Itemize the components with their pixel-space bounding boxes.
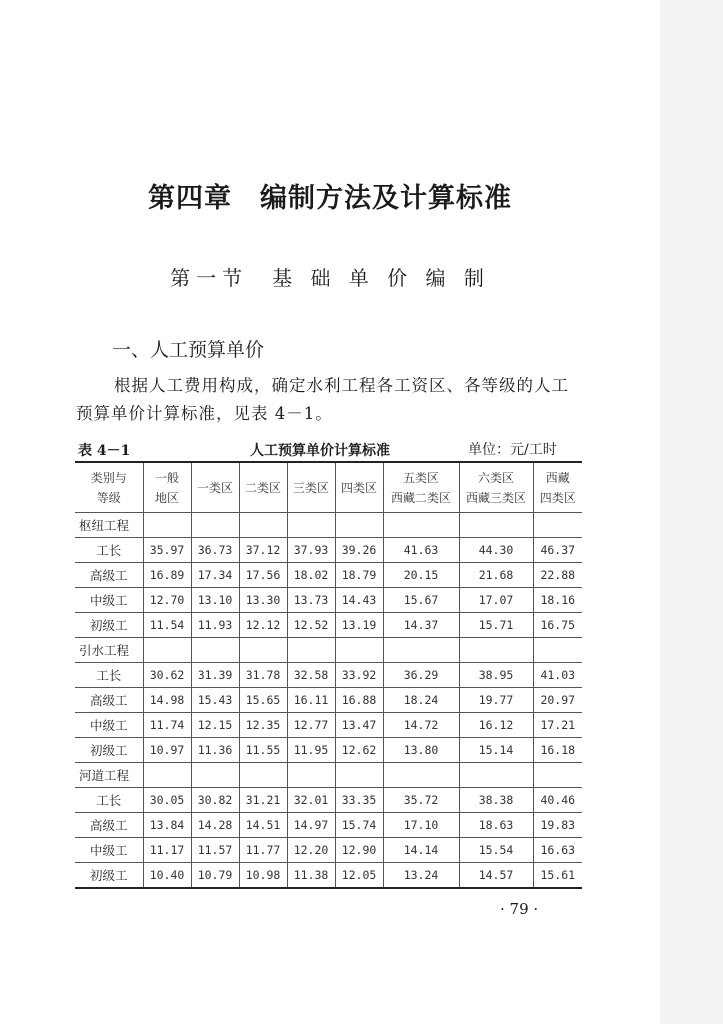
table-row xyxy=(75,788,582,813)
price-cell: 31.21 xyxy=(239,788,287,813)
price-cell: 10.40 xyxy=(143,863,191,889)
column-header-line: 类别与 xyxy=(90,470,127,485)
price-cell: 16.88 xyxy=(335,688,383,713)
price-cell: 18.02 xyxy=(287,563,335,588)
price-cell: 32.58 xyxy=(287,663,335,688)
price-cell: 12.62 xyxy=(335,738,383,763)
price-cell: 22.88 xyxy=(533,563,582,588)
price-cell: 13.10 xyxy=(191,588,239,613)
empty-cell xyxy=(287,763,335,788)
column-header-line: 一般 xyxy=(154,470,179,485)
price-cell: 11.38 xyxy=(287,863,335,889)
grade-label: 工长 xyxy=(75,788,143,813)
group-row xyxy=(75,763,582,788)
price-cell: 44.30 xyxy=(459,538,533,563)
price-cell: 16.11 xyxy=(287,688,335,713)
column-header-line: 西藏 xyxy=(545,470,570,485)
column-header-line: 西藏三类区 xyxy=(465,490,526,505)
table-row xyxy=(75,663,582,688)
price-cell: 14.97 xyxy=(287,813,335,838)
group-row xyxy=(75,513,582,538)
grade-label: 工长 xyxy=(75,663,143,688)
column-header-line: 等级 xyxy=(96,490,121,505)
price-cell: 11.74 xyxy=(143,713,191,738)
price-cell: 10.97 xyxy=(143,738,191,763)
price-cell: 39.26 xyxy=(335,538,383,563)
price-cell: 15.71 xyxy=(459,613,533,638)
grade-label: 高级工 xyxy=(75,813,143,838)
price-cell: 15.67 xyxy=(383,588,459,613)
section-number: 第一节 xyxy=(170,266,249,290)
empty-cell xyxy=(143,763,191,788)
column-header xyxy=(143,462,191,513)
group-label: 枢纽工程 xyxy=(75,513,143,538)
empty-cell xyxy=(459,513,533,538)
grade-label: 高级工 xyxy=(75,563,143,588)
table-unit: 单位：元/工时 xyxy=(468,442,557,458)
price-cell: 14.98 xyxy=(143,688,191,713)
grade-label: 中级工 xyxy=(75,588,143,613)
price-cell: 31.78 xyxy=(239,663,287,688)
table-row xyxy=(75,838,582,863)
empty-cell xyxy=(239,513,287,538)
price-cell: 14.72 xyxy=(383,713,459,738)
table-row xyxy=(75,688,582,713)
price-cell: 46.37 xyxy=(533,538,582,563)
price-cell: 12.15 xyxy=(191,713,239,738)
price-cell: 18.24 xyxy=(383,688,459,713)
column-header-line: 一类区 xyxy=(196,480,233,495)
price-cell: 20.15 xyxy=(383,563,459,588)
price-cell: 13.30 xyxy=(239,588,287,613)
empty-cell xyxy=(239,763,287,788)
price-cell: 33.35 xyxy=(335,788,383,813)
price-cell: 11.77 xyxy=(239,838,287,863)
chapter-name: 编制方法及计算标准 xyxy=(260,183,512,214)
grade-label: 初级工 xyxy=(75,738,143,763)
price-cell: 20.97 xyxy=(533,688,582,713)
column-header-line: 三类区 xyxy=(292,480,329,495)
price-cell: 12.35 xyxy=(239,713,287,738)
column-header xyxy=(191,462,239,513)
price-cell: 14.51 xyxy=(239,813,287,838)
price-cell: 18.16 xyxy=(533,588,582,613)
price-cell: 31.39 xyxy=(191,663,239,688)
price-cell: 36.73 xyxy=(191,538,239,563)
price-cell: 17.34 xyxy=(191,563,239,588)
price-cell: 17.10 xyxy=(383,813,459,838)
chapter-title xyxy=(0,176,660,215)
column-header xyxy=(75,462,143,513)
empty-cell xyxy=(143,638,191,663)
empty-cell xyxy=(383,638,459,663)
price-cell: 13.19 xyxy=(335,613,383,638)
price-cell: 17.21 xyxy=(533,713,582,738)
group-row xyxy=(75,638,582,663)
price-cell: 10.79 xyxy=(191,863,239,889)
empty-cell xyxy=(533,638,582,663)
column-header xyxy=(287,462,335,513)
price-cell: 13.24 xyxy=(383,863,459,889)
empty-cell xyxy=(459,638,533,663)
empty-cell xyxy=(191,638,239,663)
price-cell: 12.77 xyxy=(287,713,335,738)
price-cell: 13.84 xyxy=(143,813,191,838)
price-cell: 35.97 xyxy=(143,538,191,563)
table-row xyxy=(75,713,582,738)
column-header-line: 四类区 xyxy=(539,490,576,505)
empty-cell xyxy=(383,513,459,538)
column-header-line: 二类区 xyxy=(244,480,281,495)
price-cell: 21.68 xyxy=(459,563,533,588)
column-header-line: 六类区 xyxy=(477,470,514,485)
section-title xyxy=(0,262,660,291)
price-cell: 19.83 xyxy=(533,813,582,838)
price-cell: 18.63 xyxy=(459,813,533,838)
empty-cell xyxy=(533,763,582,788)
table-row xyxy=(75,563,582,588)
price-cell: 32.01 xyxy=(287,788,335,813)
price-cell: 35.72 xyxy=(383,788,459,813)
table-row xyxy=(75,863,582,889)
empty-cell xyxy=(191,763,239,788)
price-cell: 11.54 xyxy=(143,613,191,638)
price-cell: 30.05 xyxy=(143,788,191,813)
column-header xyxy=(383,462,459,513)
table-title: 人工预算单价计算标准 xyxy=(250,443,390,459)
grade-label: 高级工 xyxy=(75,688,143,713)
price-cell: 16.75 xyxy=(533,613,582,638)
price-cell: 10.98 xyxy=(239,863,287,889)
table-row xyxy=(75,738,582,763)
price-cell: 11.93 xyxy=(191,613,239,638)
price-cell: 14.43 xyxy=(335,588,383,613)
price-cell: 13.73 xyxy=(287,588,335,613)
empty-cell xyxy=(239,638,287,663)
price-cell: 13.47 xyxy=(335,713,383,738)
empty-cell xyxy=(191,513,239,538)
scan-margin xyxy=(660,0,723,1024)
table-row xyxy=(75,588,582,613)
empty-cell xyxy=(335,638,383,663)
empty-cell xyxy=(287,513,335,538)
table-header-row xyxy=(75,462,582,513)
chapter-number: 第四章 xyxy=(148,183,232,214)
column-header xyxy=(533,462,582,513)
price-cell: 12.20 xyxy=(287,838,335,863)
paragraph-line-1: 根据人工费用构成，确定水利工程各工资区、各等级的人工 xyxy=(114,376,569,395)
price-cell: 33.92 xyxy=(335,663,383,688)
column-header xyxy=(335,462,383,513)
price-cell: 15.43 xyxy=(191,688,239,713)
price-cell: 12.70 xyxy=(143,588,191,613)
empty-cell xyxy=(383,763,459,788)
price-cell: 16.63 xyxy=(533,838,582,863)
price-cell: 30.62 xyxy=(143,663,191,688)
paragraph-line-2: 预算单价计算标准，见表 4－1。 xyxy=(76,404,333,423)
grade-label: 中级工 xyxy=(75,838,143,863)
column-header-line: 地区 xyxy=(154,490,179,505)
column-header-line: 五类区 xyxy=(402,470,439,485)
price-cell: 15.14 xyxy=(459,738,533,763)
section-name: 基 础 单 价 编 制 xyxy=(272,266,490,290)
price-cell: 16.12 xyxy=(459,713,533,738)
price-cell: 17.07 xyxy=(459,588,533,613)
grade-label: 初级工 xyxy=(75,863,143,889)
price-cell: 14.57 xyxy=(459,863,533,889)
empty-cell xyxy=(459,763,533,788)
price-cell: 16.89 xyxy=(143,563,191,588)
price-cell: 38.38 xyxy=(459,788,533,813)
price-cell: 14.14 xyxy=(383,838,459,863)
labor-price-table xyxy=(75,461,582,889)
price-cell: 40.46 xyxy=(533,788,582,813)
price-cell: 11.36 xyxy=(191,738,239,763)
price-cell: 12.90 xyxy=(335,838,383,863)
price-cell: 16.18 xyxy=(533,738,582,763)
price-cell: 11.95 xyxy=(287,738,335,763)
empty-cell xyxy=(143,513,191,538)
empty-cell xyxy=(335,513,383,538)
price-cell: 37.93 xyxy=(287,538,335,563)
price-cell: 14.37 xyxy=(383,613,459,638)
price-cell: 41.03 xyxy=(533,663,582,688)
price-cell: 19.77 xyxy=(459,688,533,713)
group-label: 河道工程 xyxy=(75,763,143,788)
table-row xyxy=(75,813,582,838)
price-cell: 37.12 xyxy=(239,538,287,563)
price-cell: 18.79 xyxy=(335,563,383,588)
price-cell: 13.80 xyxy=(383,738,459,763)
table-row xyxy=(75,538,582,563)
page-number: · 79 · xyxy=(500,900,539,918)
price-cell: 15.74 xyxy=(335,813,383,838)
grade-label: 中级工 xyxy=(75,713,143,738)
grade-label: 初级工 xyxy=(75,613,143,638)
empty-cell xyxy=(287,638,335,663)
price-cell: 11.55 xyxy=(239,738,287,763)
price-cell: 15.65 xyxy=(239,688,287,713)
price-cell: 38.95 xyxy=(459,663,533,688)
price-cell: 14.28 xyxy=(191,813,239,838)
subsection-heading: 一、人工预算单价 xyxy=(112,339,265,361)
price-cell: 11.57 xyxy=(191,838,239,863)
column-header xyxy=(459,462,533,513)
price-cell: 15.54 xyxy=(459,838,533,863)
price-cell: 12.52 xyxy=(287,613,335,638)
price-cell: 12.12 xyxy=(239,613,287,638)
price-cell: 15.61 xyxy=(533,863,582,889)
empty-cell xyxy=(335,763,383,788)
price-cell: 36.29 xyxy=(383,663,459,688)
empty-cell xyxy=(533,513,582,538)
price-cell: 11.17 xyxy=(143,838,191,863)
grade-label: 工长 xyxy=(75,538,143,563)
column-header-line: 四类区 xyxy=(340,480,377,495)
table-number: 表 4－1 xyxy=(78,443,131,459)
table-row xyxy=(75,613,582,638)
group-label: 引水工程 xyxy=(75,638,143,663)
column-header-line: 西藏二类区 xyxy=(390,490,451,505)
price-cell: 17.56 xyxy=(239,563,287,588)
price-cell: 12.05 xyxy=(335,863,383,889)
price-cell: 41.63 xyxy=(383,538,459,563)
column-header xyxy=(239,462,287,513)
price-cell: 30.82 xyxy=(191,788,239,813)
